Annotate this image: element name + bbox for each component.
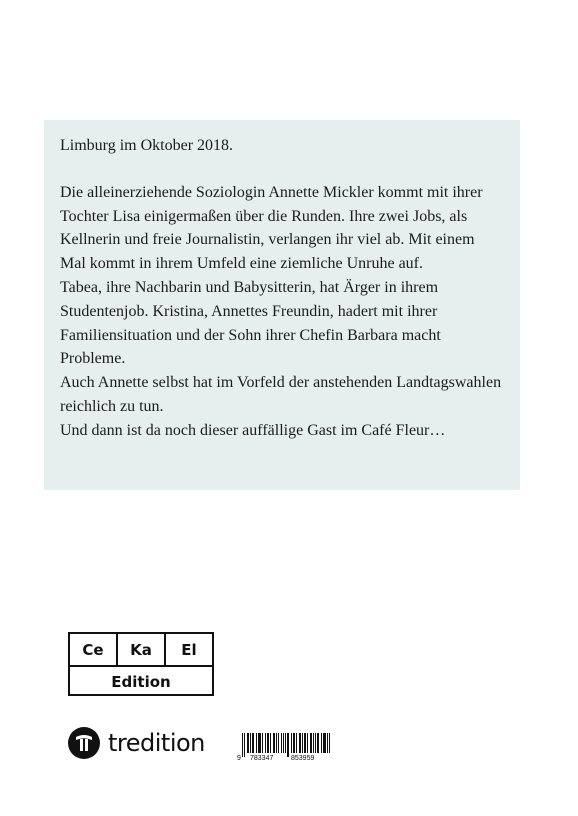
barcode-bar xyxy=(276,733,277,753)
barcode-bar xyxy=(313,733,314,753)
barcode-bar xyxy=(273,733,274,753)
logo-cell-ce: Ce xyxy=(82,640,104,659)
paragraph-gap xyxy=(60,158,504,181)
barcode-group-2: 853959 xyxy=(291,755,315,762)
blurb-paragraph-1: Die alleinerziehende Soziologin Annette Mickler kommt mit ihrer Tochter Lisa einigermaßen über die Runden. Ihre zwei Jobs, als Kellnerin und freie Journalistin, verlangen ihr viel ab. Mit einem Mal kommt in ihrem Umfeld eine ziemliche Unruhe auf. xyxy=(60,183,483,273)
barcode-bars xyxy=(236,733,340,757)
barcode-bar xyxy=(285,733,286,753)
barcode-bar xyxy=(287,733,288,757)
barcode-bar xyxy=(294,733,295,753)
tredition-wordmark: tredition xyxy=(108,729,205,757)
blurb-paragraph-3: Auch Annette selbst hat im Vorfeld der anstehenden Landtagswahlen reichlich zu tun. xyxy=(60,374,502,415)
tredition-logo xyxy=(68,726,205,760)
barcode-bar xyxy=(256,733,257,753)
barcode-bar xyxy=(248,733,249,753)
logo-cell-ka: Ka xyxy=(116,634,164,665)
barcode-bar xyxy=(253,733,254,753)
barcode-bar xyxy=(265,733,266,753)
barcode-bar xyxy=(321,733,322,753)
barcode-bar xyxy=(327,733,328,753)
tredition-logo-icon xyxy=(68,727,100,759)
barcode-bar xyxy=(293,733,294,753)
barcode-bar xyxy=(304,733,305,753)
barcode-group-1: 783347 xyxy=(250,755,274,762)
barcode-bar xyxy=(267,733,268,753)
barcode-bar xyxy=(324,733,325,753)
barcode-bar xyxy=(278,733,279,753)
barcode-bar xyxy=(307,733,308,753)
place-date-line: Limburg im Oktober 2018. xyxy=(60,137,234,154)
barcode-bar xyxy=(268,733,269,753)
barcode-bar xyxy=(250,733,251,753)
back-cover-blurb xyxy=(44,120,520,490)
barcode-bar xyxy=(315,733,316,753)
barcode-bar xyxy=(302,733,303,753)
barcode-bar xyxy=(258,733,259,753)
blurb-paragraph-4: Und dann ist da noch dieser auffällige Gast im Café Fleur… xyxy=(60,421,446,439)
barcode-bar xyxy=(318,733,319,753)
barcode-bar xyxy=(300,733,301,753)
barcode-bar xyxy=(323,733,324,753)
logo-cell-el: El xyxy=(164,634,212,665)
barcode-digits xyxy=(236,755,340,767)
logo-top-row xyxy=(70,634,212,667)
logo-edition-label: Edition xyxy=(111,672,171,691)
barcode-bar xyxy=(317,733,318,753)
barcode-first-digit: 9 xyxy=(237,755,241,762)
barcode-bar xyxy=(260,733,261,753)
barcode-bar xyxy=(305,733,306,753)
barcode-bar xyxy=(311,733,312,753)
barcode-bar xyxy=(247,733,248,753)
barcode-bar xyxy=(281,733,282,753)
barcode-bar xyxy=(325,733,326,753)
barcode-bar xyxy=(288,733,289,757)
barcode-bar xyxy=(244,733,245,757)
barcode-bar xyxy=(329,733,330,753)
barcode-bar xyxy=(252,733,253,753)
isbn-barcode xyxy=(236,733,340,767)
barcode-bar xyxy=(270,733,271,753)
barcode-bar xyxy=(296,733,297,753)
barcode-bar xyxy=(262,733,263,753)
blurb-paragraph-2: Tabea, ihre Nachbarin und Babysitterin, hat Ärger in ihrem Studentenjob. Kristina, Annettes Freundin, hadert mit ihrer Familiensituation und der Sohn ihrer Chefin Barbara macht Probleme. xyxy=(60,278,441,368)
cekael-edition-logo xyxy=(68,632,214,696)
barcode-bar xyxy=(283,733,284,753)
barcode-bar xyxy=(259,733,260,753)
barcode-bar xyxy=(310,733,311,753)
barcode-bar xyxy=(299,733,300,753)
barcode-bar xyxy=(242,733,243,757)
barcode-bar xyxy=(274,733,275,753)
barcode-bar xyxy=(291,733,292,753)
